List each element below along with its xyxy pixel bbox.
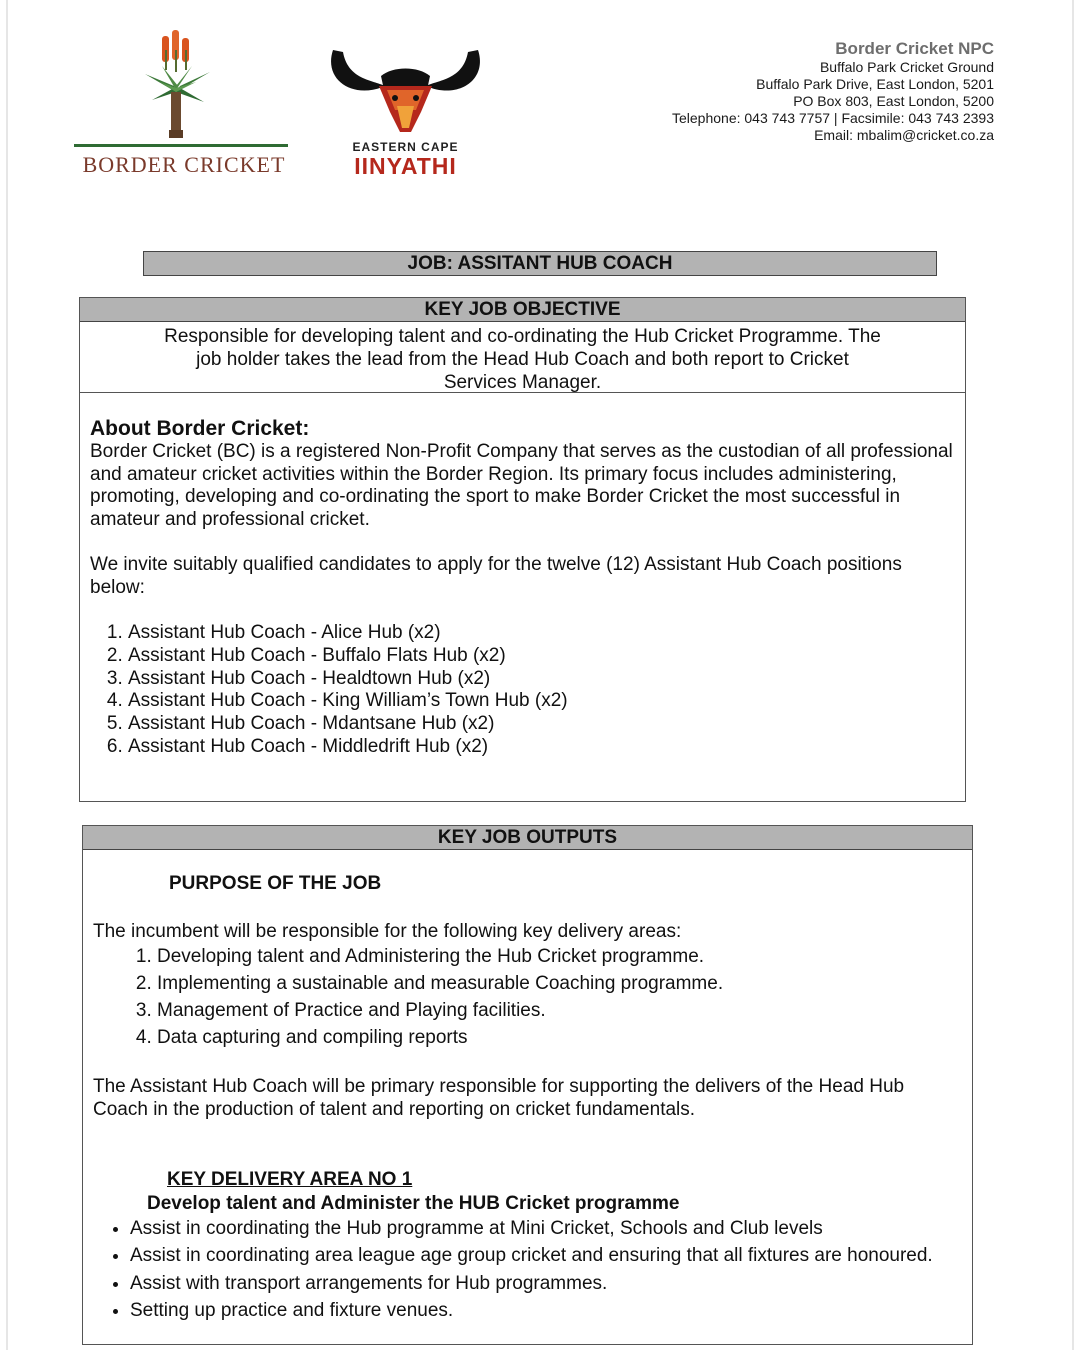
address-line-2: Buffalo Park Drive, East London, 5201 <box>756 76 994 92</box>
border-cricket-wordmark: BORDER CRICKET <box>82 152 286 177</box>
list-item: • Assist with transport arrangements for Hub programmes. <box>130 1270 1000 1297</box>
kda-1-subtitle: Develop talent and Administer the HUB Cricket programme <box>147 1193 680 1214</box>
list-item: 6. Assistant Hub Coach - Middledrift Hub (x2) <box>128 736 955 759</box>
list-item: 2. Assistant Hub Coach - Buffalo Flats Hub (x2) <box>128 645 955 668</box>
iinyathi-region: EASTERN CAPE <box>352 140 459 154</box>
address-line-3: PO Box 803, East London, 5200 <box>793 93 994 109</box>
responsibility-paragraph: The Assistant Hub Coach will be primary responsible for supporting the delivers of the Head Hub Coach in the production of talent and reporting on cricket fundamentals. <box>93 1076 905 1120</box>
list-item: 3. Assistant Hub Coach - Healdtown Hub (x2) <box>128 668 955 691</box>
about-paragraph-2: We invite suitably qualified candidates to apply for the twelve (12) Assistant Hub Coach positions below: <box>90 554 902 598</box>
positions-list <box>90 622 955 759</box>
about-section <box>80 393 965 759</box>
list-item: 5. Assistant Hub Coach - Mdantsane Hub (x2) <box>128 713 955 736</box>
key-job-outputs-header: KEY JOB OUTPUTS <box>83 826 972 850</box>
list-item: • Assist in coordinating the Hub programme at Mini Cricket, Schools and Club levels <box>130 1215 1000 1242</box>
purpose-heading: PURPOSE OF THE JOB <box>169 873 382 894</box>
objective-text: Responsible for developing talent and co-ordinating the Hub Cricket Programme. The job holder takes the lead from the Head Hub Coach and both report to Cricket Services Manager. <box>80 322 965 393</box>
job-title: JOB: ASSITANT HUB COACH <box>143 251 937 276</box>
about-heading: About Border Cricket: <box>90 417 310 440</box>
key-job-outputs-section <box>82 825 973 1345</box>
about-paragraph-1: Border Cricket (BC) is a registered Non-Profit Company that serves as the custodian of all professional and amateur cricket activities within the Border Region. Its primary focus includes administering, promoting, developing and co-ordinating the sport to make Border Cricket the most successful in amateur and professional cricket. <box>90 441 953 530</box>
page-edge-left <box>6 0 8 1350</box>
list-item: 1. Developing talent and Administering the Hub Cricket programme. <box>157 943 953 970</box>
delivery-areas-intro: The incumbent will be responsible for the following key delivery areas: <box>93 921 682 942</box>
iinyathi-wordmark: IINYATHI <box>354 153 457 179</box>
list-item: 2. Implementing a sustainable and measurable Coaching programme. <box>157 970 953 997</box>
aloe-plant-icon <box>140 30 220 146</box>
key-job-objective-section <box>79 297 966 802</box>
list-item: • Assist in coordinating area league age group cricket and ensuring that all fixtures are honoured. <box>130 1242 1000 1269</box>
buffalo-head-icon <box>323 40 488 136</box>
key-job-objective-header: KEY JOB OBJECTIVE <box>80 298 965 322</box>
kda-1-bullets <box>93 1215 1000 1324</box>
border-cricket-logo <box>72 30 294 180</box>
address-block <box>672 40 994 144</box>
email-line: Email: mbalim@cricket.co.za <box>814 127 994 143</box>
organisation-name: Border Cricket NPC <box>835 39 994 58</box>
list-item: 3. Management of Practice and Playing facilities. <box>157 997 953 1024</box>
telephone-line: Telephone: 043 743 7757 | Facsimile: 043 743 2393 <box>672 110 994 126</box>
iinyathi-logo <box>318 40 493 180</box>
delivery-areas-list <box>93 943 953 1051</box>
kda-1-title: KEY DELIVERY AREA NO 1 <box>167 1169 413 1190</box>
delivery-areas-block <box>93 920 953 1051</box>
list-item: • Setting up practice and fixture venues. <box>130 1297 1000 1324</box>
logo-underline <box>74 144 288 147</box>
list-item: 4. Assistant Hub Coach - King William’s Town Hub (x2) <box>128 690 955 713</box>
address-line-1: Buffalo Park Cricket Ground <box>819 59 994 75</box>
list-item: 4. Data capturing and compiling reports <box>157 1024 953 1051</box>
list-item: 1. Assistant Hub Coach - Alice Hub (x2) <box>128 622 955 645</box>
page-edge-right <box>1072 0 1074 1350</box>
